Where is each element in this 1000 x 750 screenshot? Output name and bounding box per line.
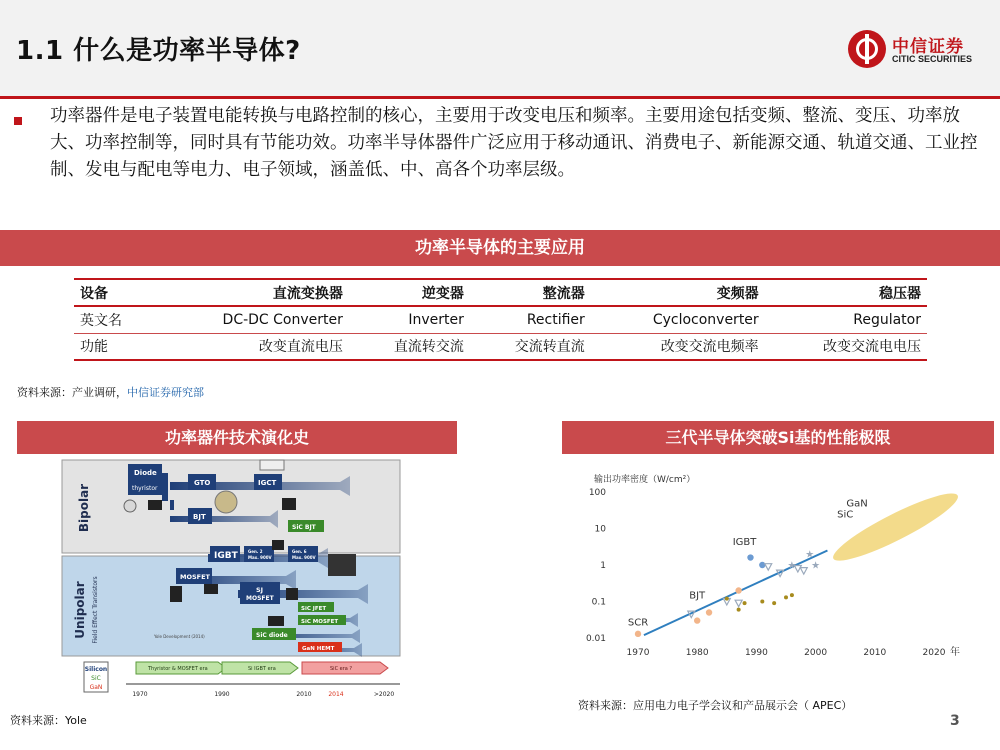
table-cell: Cycloconverter xyxy=(591,306,765,333)
table-row xyxy=(74,306,927,333)
source-prefix: 资料来源：产业调研， xyxy=(17,386,127,399)
igbt-device-icon xyxy=(272,540,284,550)
y-tick-label: 100 xyxy=(588,488,606,498)
logo-cn-text: 中信证券 xyxy=(892,37,964,57)
table-cell: Rectifier xyxy=(470,306,591,333)
source-note-table xyxy=(17,384,204,400)
sj-label: SJ xyxy=(256,586,264,594)
table-cell: Regulator xyxy=(765,306,927,333)
table-header-cell: 稳压器 xyxy=(765,279,927,306)
sic-diode-label: SiC diode xyxy=(256,632,288,639)
x-tick-label: 2000 xyxy=(804,648,828,658)
intro-paragraph xyxy=(50,103,992,184)
table-row xyxy=(74,333,927,360)
era-3-label: SiC era ? xyxy=(330,666,353,672)
mosfet-device-icon xyxy=(170,586,182,602)
y-axis-ticks xyxy=(586,488,606,644)
credit-label: Yole Development (2014) xyxy=(154,634,205,639)
table-cell: 改变交流电频率 xyxy=(591,333,765,360)
diode-label: Diode xyxy=(134,469,157,477)
sic-bjt-label: SiC BJT xyxy=(292,524,316,531)
data-point-dot xyxy=(784,595,788,599)
data-point-triangle xyxy=(735,600,742,607)
data-point-dot xyxy=(725,597,729,601)
banner-main-applications: 功率半导体的主要应用 xyxy=(0,230,1000,266)
sic-mosfet-label: SiC MOSFET xyxy=(301,619,339,625)
chart-ylabel: 输出功率密度（W/cm²） xyxy=(594,475,696,485)
data-point-circle xyxy=(759,562,765,568)
chart-annotations xyxy=(628,499,868,629)
data-point-star: ★ xyxy=(787,560,797,572)
table-cell: DC-DC Converter xyxy=(154,306,349,333)
y-tick-label: 0.01 xyxy=(585,634,606,644)
data-point-dot xyxy=(737,608,741,612)
era-2-label: Si IGBT era xyxy=(248,666,276,672)
data-point-circle xyxy=(706,609,712,615)
banner-evolution: 功率器件技术演化史 xyxy=(17,421,457,454)
table-header-cell: 变频器 xyxy=(591,279,765,306)
table-cell: 改变直流电压 xyxy=(154,333,349,360)
thyristor-label: thyristor xyxy=(132,485,158,492)
gan-hemt-label: GaN HEMT xyxy=(302,646,335,652)
bjt-device-icon xyxy=(282,498,296,510)
sic-jfet-label: SiC JFET xyxy=(301,606,327,612)
intro-bold-text: 功率器件是电子装置电能转换与电路控制的核心，主要用于改变电压和频率。 xyxy=(50,106,645,126)
timeline-year: 2010 xyxy=(296,691,312,698)
sj-device-icon xyxy=(204,584,218,594)
annotation-sic: SiC xyxy=(837,509,854,521)
bipolar-label: Bipolar xyxy=(77,483,91,533)
timeline-year: >2020 xyxy=(373,691,395,698)
bjt-label: BJT xyxy=(193,513,206,521)
material-sic: SiC xyxy=(91,675,101,682)
citic-logo xyxy=(848,30,988,70)
thyristor-device-icon xyxy=(148,500,162,510)
title-divider xyxy=(0,96,1000,99)
source-link: 中信证券研究部 xyxy=(127,386,204,399)
table-header-row xyxy=(74,279,927,306)
data-point-circle xyxy=(635,631,641,637)
data-point-dot xyxy=(743,601,747,605)
table-header-cell: 整流器 xyxy=(470,279,591,306)
timeline-year: 1970 xyxy=(132,691,148,698)
module-device-icon xyxy=(328,554,356,576)
gto-label: GTO xyxy=(194,479,211,487)
material-silicon: Silicon xyxy=(84,666,108,673)
chart-xlabel: 年 xyxy=(950,647,960,658)
max900b-label: Max. 900V xyxy=(292,555,316,560)
data-point-triangle xyxy=(765,564,772,571)
annotation-gan: GaN xyxy=(846,498,868,510)
table-cell: Inverter xyxy=(349,306,470,333)
data-point-dot xyxy=(772,601,776,605)
y-tick-label: 0.1 xyxy=(591,597,606,608)
data-points xyxy=(635,550,820,638)
annotation-bjt: BJT xyxy=(689,590,706,602)
citic-logo-icon xyxy=(848,30,886,68)
data-point-circle xyxy=(747,554,753,560)
gan-sic-ellipse xyxy=(827,484,963,570)
page-number: 3 xyxy=(950,713,960,729)
data-point-star: ★ xyxy=(805,549,815,561)
bullet-square-icon xyxy=(14,117,22,125)
performance-chart xyxy=(578,462,990,662)
data-point-circle xyxy=(694,617,700,623)
x-axis-ticks xyxy=(627,648,946,658)
evolution-diagram xyxy=(60,458,405,703)
data-point-triangle xyxy=(800,568,807,575)
data-point-dot xyxy=(790,593,794,597)
table-cell: 改变交流电电压 xyxy=(765,333,927,360)
igct-device-icon xyxy=(260,460,284,470)
page-title: 1.1 什么是功率半导体? xyxy=(16,36,301,66)
y-tick-label: 10 xyxy=(594,524,606,535)
annotation-scr: SCR xyxy=(627,617,649,629)
timeline-year: 1990 xyxy=(214,691,230,698)
diode-device-icon xyxy=(124,500,136,512)
max900-label: Max. 900V xyxy=(248,555,272,560)
x-tick-label: 2010 xyxy=(863,648,887,658)
sic-diode-device-icon xyxy=(268,616,284,626)
sic-device-icon xyxy=(286,588,298,600)
era-1-label: Thyristor & MOSFET era xyxy=(148,666,208,672)
igbt-label: IGBT xyxy=(214,551,238,561)
x-tick-label: 1980 xyxy=(685,648,709,658)
x-tick-label: 1990 xyxy=(744,648,768,658)
intro-rest-text: 主要用途包括变频、整流、变压、功率放大、功率控制等，同时具有节能功效。功率半导体器件广泛应用于移动通讯、消费电子、新能源交通、轨道交通、工业控制、发电与配电等电力、电子领域，涵盖低、中、高各个功率层级。 xyxy=(50,106,978,180)
gen6-label: Gen. 6 xyxy=(292,549,307,554)
table-cell: 交流转直流 xyxy=(470,333,591,360)
table-header-cell: 直流变换器 xyxy=(154,279,349,306)
banner-performance: 三代半导体突破Si基的性能极限 xyxy=(562,421,994,454)
annotation-igbt: IGBT xyxy=(732,537,757,549)
data-point-star: ★ xyxy=(811,560,821,572)
table-cell: 功能 xyxy=(74,333,154,360)
gan-sic-region xyxy=(827,484,963,570)
table-header-cell: 设备 xyxy=(74,279,154,306)
y-tick-label: 1 xyxy=(600,561,606,571)
table-cell: 英文名 xyxy=(74,306,154,333)
applications-table xyxy=(74,278,927,361)
data-point-dot xyxy=(760,600,764,604)
mosfet-label: MOSFET xyxy=(180,573,210,581)
timeline-year: 2014 xyxy=(328,691,344,698)
trend-line xyxy=(644,550,828,635)
gen2-label: Gen. 2 xyxy=(248,549,263,554)
x-tick-label: 1970 xyxy=(626,648,650,658)
unipolar-sub-label: Field Effect Transistors xyxy=(92,576,99,644)
source-note-apec: 资料来源：应用电力电子学会议和产品展示会（ APEC） xyxy=(578,699,853,712)
material-gan: GaN xyxy=(89,684,103,691)
igct-label: IGCT xyxy=(258,479,277,487)
table-cell: 直流转交流 xyxy=(349,333,470,360)
x-tick-label: 2020 xyxy=(922,648,946,658)
source-note-yole: 资料来源：Yole xyxy=(10,714,87,727)
table-header-cell: 逆变器 xyxy=(349,279,470,306)
data-point-circle xyxy=(735,587,741,593)
unipolar-label: Unipolar xyxy=(73,581,87,639)
logo-en-text: CITIC SECURITIES xyxy=(892,54,973,64)
gto-device-icon xyxy=(215,491,237,513)
sj-mosfet-label: MOSFET xyxy=(246,595,274,602)
